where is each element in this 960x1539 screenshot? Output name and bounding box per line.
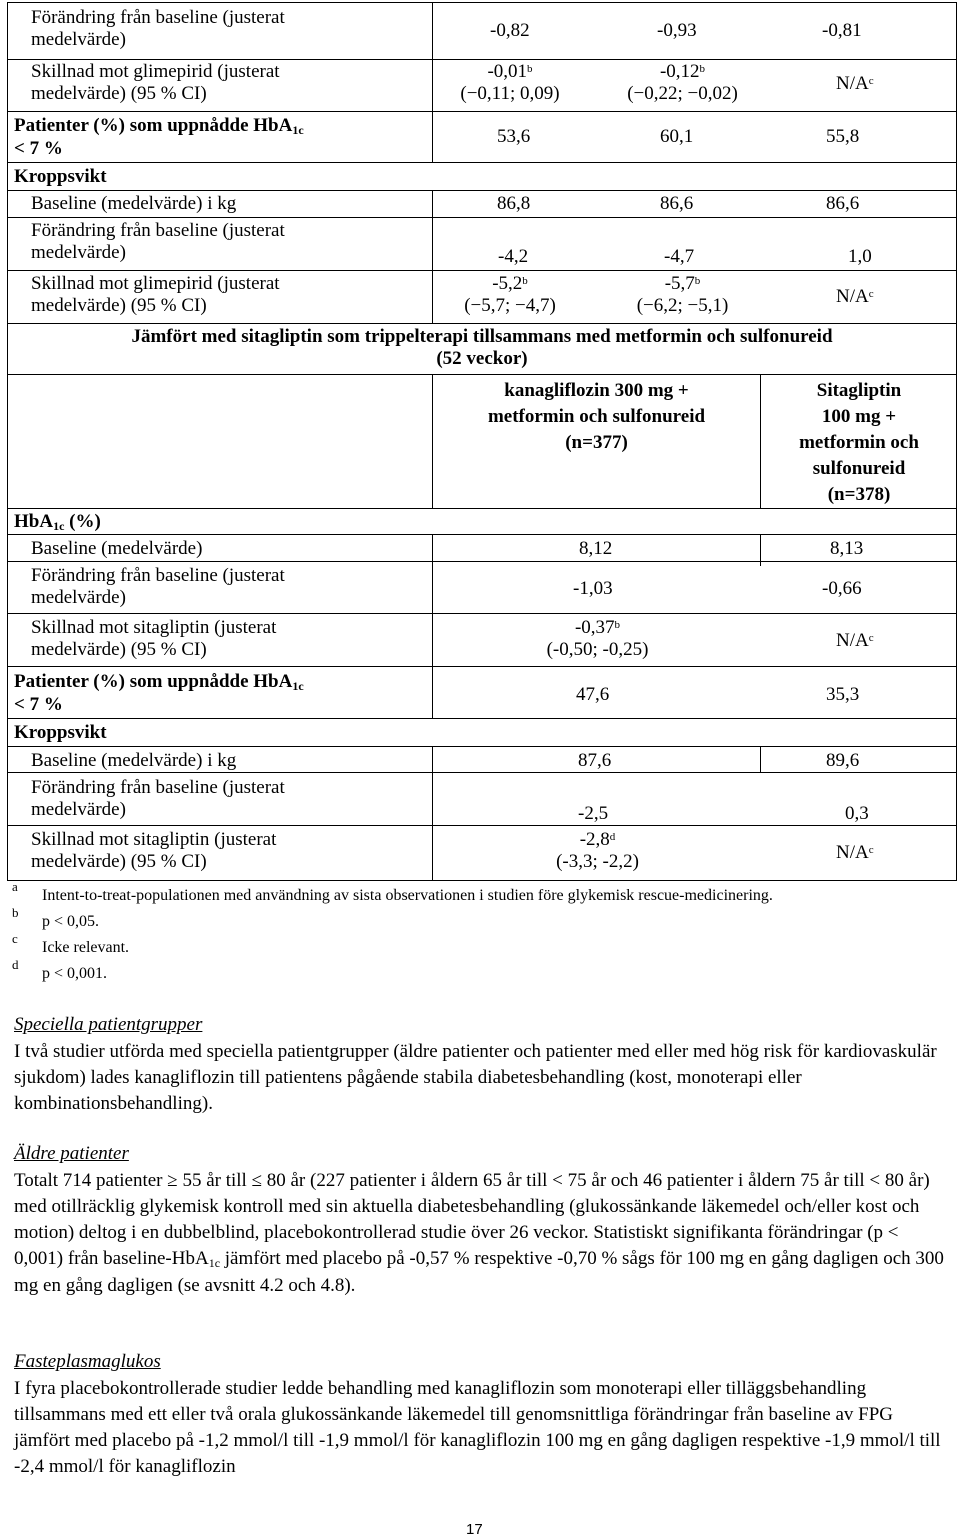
patients-label: Patienter (%) som uppnådde HbA$_{1c}$ < 7 % [14,115,304,159]
patients-value: 55,8 [826,126,860,147]
patients-label: Patienter (%) som uppnådde HbA$_{1c}$ < 7 % [14,671,304,715]
patients-value: 60,1 [660,126,694,147]
footnote-text: Icke relevant. [42,939,130,956]
weight-change-value: 0,3 [845,803,869,824]
weight-change-value: -4,2 [498,246,529,267]
weight-baseline-value: 86,8 [497,193,531,214]
patients-value: 35,3 [826,684,860,705]
weight-change-label: Förändring från baseline (justerat medelvärde) [31,220,285,263]
weight-change-value: 1,0 [848,246,872,267]
baseline-value: 8,12 [579,538,613,559]
diff-value: -0,01$^b$ (−0,11; 0,09) [460,61,560,104]
page-number: 17 [466,1521,483,1538]
change-label: Förändring från baseline (justerat medelvärde) [31,7,285,50]
baseline-label: Baseline (medelvärde) [31,538,203,559]
column-header-canagliflozin: kanagliflozin 300 mg + metformin och sulfonureid (n=377) [487,380,706,453]
paragraph-special-groups: I två studier utförda med speciella patientgrupper (äldre patienter och patienter med eller med hög risk för kardiovaskulär sjukdom) lades kanagliflozin till patientens pågående stabila diabetesbehandling (kost, monoterapi eller kombinationsbehandling). [14,1041,937,1114]
patients-value: 47,6 [576,684,610,705]
patients-value: 53,6 [497,126,531,147]
table2-title: Jämfört med sitagliptin som trippelterapi tillsammans med metformin och sulfonureid (52 veckor) [131,326,833,369]
weight-diff-value: -5,7$^b$ (−6,2; −5,1) [636,273,729,316]
diff-label: Skillnad mot glimepirid (justerat medelvärde) (95 % CI) [31,61,280,104]
weight-baseline-label: Baseline (medelvärde) i kg [31,750,237,771]
baseline-value: 8,13 [830,538,864,559]
weight-baseline-value: 87,6 [578,750,612,771]
change-value: -0,66 [822,578,862,599]
footnote-mark: c [12,931,18,946]
change-label: Förändring från baseline (justerat medelvärde) [31,565,285,608]
change-value: -1,03 [573,578,613,599]
weight-baseline-value: 86,6 [826,193,860,214]
footnote-mark: d [12,957,19,972]
weight-header: Kroppsvikt [14,166,107,187]
diff-value: -0,12$^b$ (−0,22; −0,02) [627,61,738,104]
weight-diff-label: Skillnad mot sitagliptin (justerat medelvärde) (95 % CI) [31,829,277,872]
heading-special-groups: Speciella patientgrupper [14,1014,203,1035]
na-value: $N/A^c$ [836,286,874,307]
heading-elderly: Äldre patienter [14,1143,129,1164]
footnote-mark: b [12,905,19,920]
na-value: $N/A^c$ [836,842,874,863]
footnote-text: p < 0,001. [42,965,108,982]
weight-change-label: Förändring från baseline (justerat medelvärde) [31,777,285,820]
na-value: $N/A^c$ [836,73,874,94]
footnote-mark: a [12,879,18,894]
weight-diff-label: Skillnad mot glimepirid (justerat medelvärde) (95 % CI) [31,273,280,316]
weight-change-value: -2,5 [578,803,609,824]
diff-label: Skillnad mot sitagliptin (justerat medelvärde) (95 % CI) [31,617,277,660]
weight-header: Kroppsvikt [14,722,107,743]
column-header-sitagliptin: Sitagliptin 100 mg + metformin och sulfonureid (n=378) [799,380,919,505]
weight-baseline-value: 89,6 [826,750,860,771]
weight-baseline-label: Baseline (medelvärde) i kg [31,193,237,214]
weight-diff-value: -2,8$^d$ (-3,3; -2,2) [556,829,639,872]
change-value: -0,82 [490,20,530,41]
hba1c-header: HbA$_{1c}$ (%) [14,511,101,533]
paragraph-fpg: I fyra placebokontrollerade studier ledde behandling med kanagliflozin som monoterapi eller tilläggsbehandling tillsammans med ett eller två orala glukossänkande läkemedel till genomsnittliga förändringar från baseline av FPG jämfört med placebo på -1,2 mmol/l till -1,9 mmol/l för kanagliflozin 100 mg en gång dagligen respektive -1,9 mmol/l till -2,4 mmol/l för kanagliflozin [14,1378,941,1477]
heading-fpg: Fasteplasmaglukos [14,1351,161,1372]
footnote-text: Intent-to-treat-populationen med användning av sista observationen i studien före glykemisk rescue-medicinering. [42,887,773,904]
paragraph-elderly: Totalt 714 patienter ≥ 55 år till ≤ 80 år (227 patienter i åldern 65 år till < 75 år och 46 patienter i åldern 75 år till < 80 år) med otillräcklig glykemisk kontroll med sin aktuella diabetesbehandling (glukossänkande läkemedel och/eller kost och motion) deltog i en dubbelblind, placebokontrollerad studie över 26 veckor. Statistiskt signifikanta förändringar (p < 0,001) från baseline-HbA$_{1c}$ jämfört med placebo på -0,57 % respektive -0,70 % sågs för 100 mg en gång dagligen och 300 mg en gång dagligen (se avsnitt 4.2 och 4.8). [14,1170,944,1296]
change-value: -0,93 [657,20,697,41]
footnote-text: p < 0,05. [42,913,100,930]
diff-value: -0,37$^b$ (-0,50; -0,25) [546,617,649,660]
weight-baseline-value: 86,6 [660,193,694,214]
weight-diff-value: -5,2$^b$ (−5,7; −4,7) [464,273,556,316]
na-value: $N/A^c$ [836,630,874,651]
weight-change-value: -4,7 [664,246,695,267]
change-value: -0,81 [822,20,862,41]
